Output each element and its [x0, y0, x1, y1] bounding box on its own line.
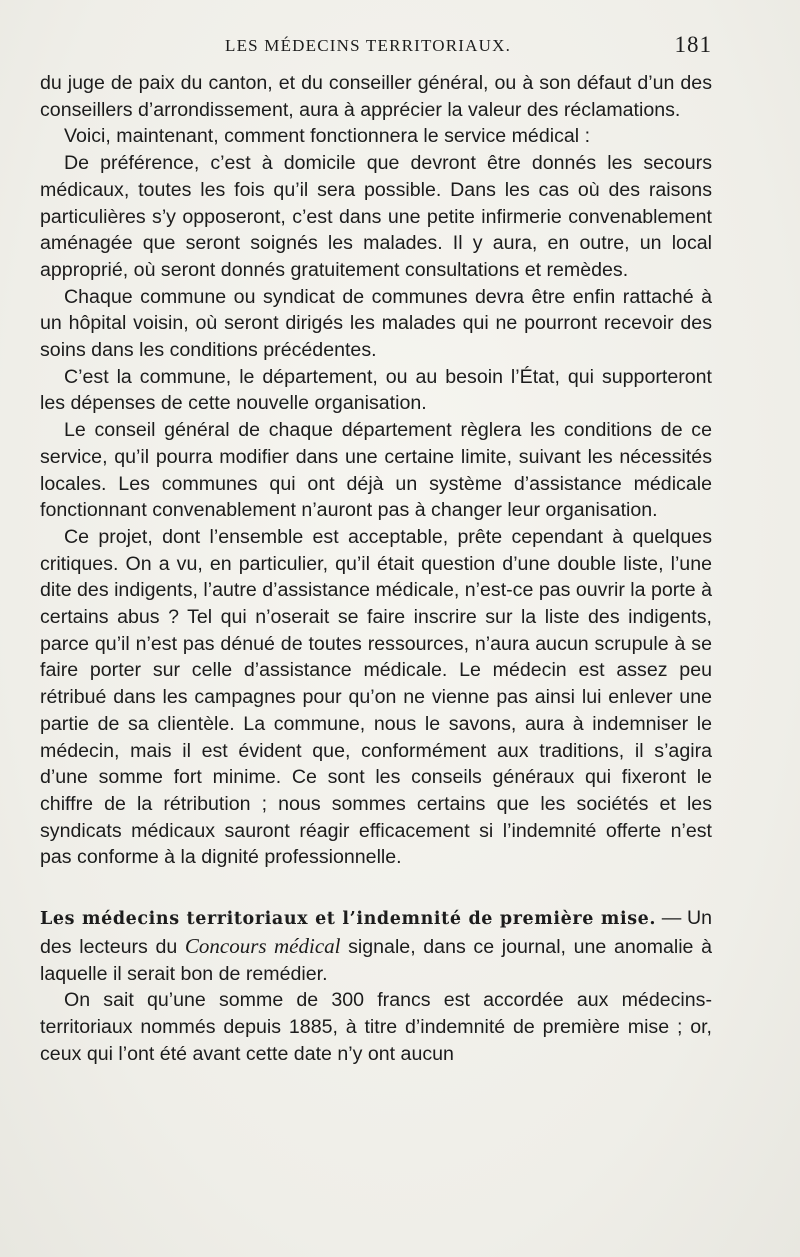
- paragraph: C’est la commune, le département, ou au besoin l’État, qui supporteront les dépenses de cette nouvelle organisation.: [40, 365, 712, 415]
- paragraph: Le conseil général de chaque département règlera les conditions de ce service, qu’il pourra modifier dans une certaine limite, suivant les nécessités locales. Les communes qui ont déjà un système d’assistance médicale fonctionnant convenablement n’auront pas à changer leur organisation.: [40, 419, 712, 522]
- paragraph: On sait qu’une somme de 300 francs est accordée aux médecins-territoriaux nommés depuis 1885, à titre d’indemnité de première mise ; or, ceux qui l’ont été avant cette date n’y ont aucun: [40, 989, 712, 1065]
- paragraph: Ce projet, dont l’ensemble est acceptable, prête cependant à quelques critiques. On a vu, en particulier, qu’il était question d’une double liste, l’une dite des indigents, l’autre d’assistance médicale, n’est-ce pas ouvrir la porte à certains abus ? Tel qui n’oserait se faire inscrire sur la liste des indigents, parce qu’il n’est pas dénué de toutes ressources, n’aura aucun scrupule à se faire porter sur celle d’assistance médicale. Le médecin est assez peu rétribué dans les campagnes pour qu’on ne vienne pas ainsi lui enlever une partie de sa clientèle. La commune, nous le savons, aura à indemniser le médecin, mais il est évident que, conformément aux traditions, il s’agira d’une somme fort minime. Ce sont les conseils généraux qui fixeront le chiffre de la rétribution ; nous sommes certains que les sociétés et les syndicats médicaux sauront réagir efficacement si l’indemnité offerte n’est pas conforme à la dignité professionnelle.: [40, 525, 712, 869]
- page-header: [40, 32, 712, 60]
- paragraph: Voici, maintenant, comment fonctionnera le service médical :: [64, 125, 591, 148]
- running-title: LES MÉDECINS TERRITORIAUX.: [225, 36, 512, 55]
- section-text: signale, dans ce journal, une anomalie à laquelle il serait bon de remédier.: [40, 935, 712, 985]
- section-text: — Un des lecteurs du: [40, 907, 712, 958]
- section-title: Les médecins territoriaux et l’indemnité de première mise.: [40, 909, 657, 930]
- paragraph: Chaque commune ou syndicat de communes devra être enfin rattaché à un hôpital voisin, où seront dirigés les malades qui ne pourront recevoir des soins dans les conditions précédentes.: [40, 285, 712, 362]
- body-text: [40, 70, 712, 1067]
- section-gap: [40, 871, 712, 905]
- journal-title: Concours médical: [184, 933, 341, 958]
- paragraph: du juge de paix du canton, et du conseiller général, ou à son défaut d’un des conseillers d’arrondissement, aura à apprécier la valeur des réclamations.: [40, 72, 712, 121]
- section-paragraph: [40, 905, 712, 987]
- page-number: 181: [674, 32, 712, 57]
- paragraph: De préférence, c’est à domicile que devront être donnés les secours médicaux, toutes les fois qu’il sera possible. Dans les cas où des raisons particulières s’y opposeront, c’est dans une petite infirmerie convenablement aménagée que seront soignés les malades. Il y aura, en outre, un local approprié, où seront donnés gratuitement consultations et remèdes.: [40, 152, 712, 281]
